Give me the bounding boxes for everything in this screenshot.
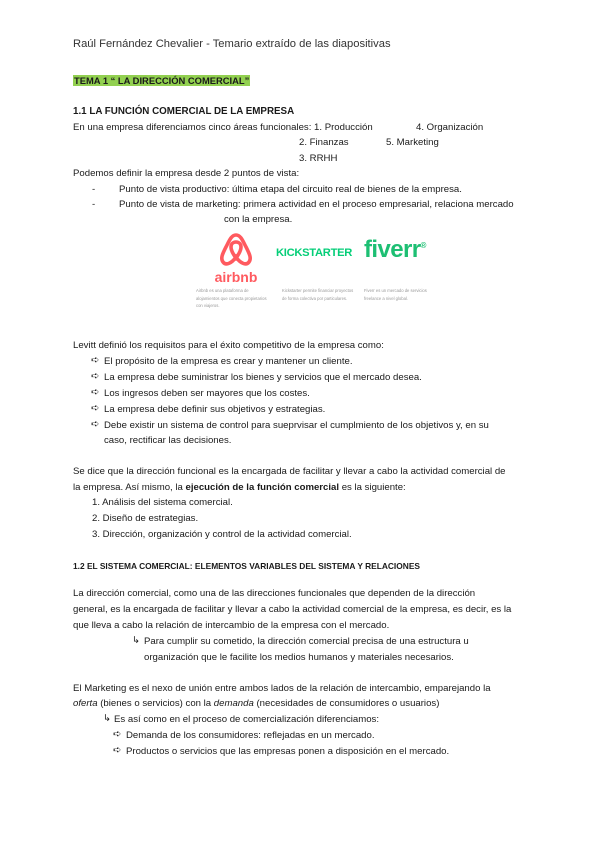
levitt-intro: Levitt definió los requisitos para el éxito competitivo de la empresa como: bbox=[73, 340, 384, 351]
arrow-icon: ➪ bbox=[113, 745, 122, 756]
arrow-icon: ➪ bbox=[91, 419, 100, 430]
kickstarter-logo: KICKSTARTER bbox=[276, 247, 353, 259]
arrow-icon: ➪ bbox=[91, 355, 100, 366]
airbnb-icon bbox=[214, 230, 258, 268]
marketing-subline: Es así como en el proceso de comercialización diferenciamos: bbox=[114, 714, 380, 725]
marketing-paragraph: El Marketing es el nexo de unión entre ambos lados de la relación de intercambio, emparejando la bbox=[73, 683, 491, 694]
dash-icon: - bbox=[92, 184, 96, 195]
arrow-icon: ➪ bbox=[91, 387, 100, 398]
area-item: 4. Organización bbox=[416, 122, 484, 133]
document-header: Raúl Fernández Chevalier - Temario extraído de las diapositivas bbox=[73, 38, 391, 50]
levitt-item: Debe existir un sistema de control para sueprvisar el cumplmiento de los objetivos y, en su bbox=[104, 420, 489, 431]
arrow-icon: ➪ bbox=[113, 729, 122, 740]
bullet-item: Punto de vista productivo: última etapa del circuito real de bienes de la empresa. bbox=[119, 184, 462, 195]
marketing-item: Demanda de los consumidores: reflejadas en un mercado. bbox=[126, 730, 375, 741]
corner-arrow-icon: ↳ bbox=[103, 713, 112, 724]
dash-icon: - bbox=[92, 199, 96, 210]
area-item: 3. RRHH bbox=[299, 153, 338, 164]
direccion-paragraph-line2: la empresa. Así mismo, la ejecución de la función comercial es la siguiente: bbox=[73, 482, 406, 493]
section-heading-1-1: 1.1 LA FUNCIÓN COMERCIAL DE LA EMPRESA bbox=[73, 106, 295, 117]
airbnb-caption: Airbnb es una plataforma de alojamientos que conecta propietarios con viajeros. bbox=[196, 288, 267, 309]
registered-mark: ® bbox=[420, 241, 426, 250]
direccion-paragraph: Se dice que la dirección funcional es la encargada de facilitar y llevar a cabo la actividad comercial de bbox=[73, 466, 506, 477]
levitt-item: La empresa debe definir sus objetivos y estrategias. bbox=[104, 404, 326, 415]
step-item: 3. Dirección, organización y control de la actividad comercial. bbox=[92, 529, 352, 540]
step-item: 1. Análisis del sistema comercial. bbox=[92, 497, 233, 508]
levitt-item: Los ingresos deben ser mayores que los costes. bbox=[104, 388, 310, 399]
paragraph-line: general, es la encargada de facilitar y llevar a cabo la actividad comercial de la empresa, es decir, es la bbox=[73, 604, 512, 615]
paragraph-line: que lleva a cabo la relación de intercambio de la empresa con el mercado. bbox=[73, 620, 390, 631]
sub-paragraph-continued: organización que le facilite los medios humanos y materiales necesarios. bbox=[144, 652, 454, 663]
levitt-item: La empresa debe suministrar los bienes y servicios que el mercado desea. bbox=[104, 372, 422, 383]
tema-title: TEMA 1 “ LA DIRECCIÓN COMERCIAL” bbox=[74, 75, 250, 86]
bullet-item: Punto de vista de marketing: primera actividad en el proceso empresarial, relaciona mercado bbox=[119, 199, 514, 210]
arrow-icon: ➪ bbox=[91, 403, 100, 414]
areas-intro: En una empresa diferenciamos cinco áreas funcionales: 1. Producción bbox=[73, 122, 373, 133]
fiverr-wordmark: fiverr bbox=[364, 236, 421, 263]
area-item: 2. Finanzas bbox=[299, 137, 349, 148]
sub-paragraph: Para cumplir su cometido, la dirección comercial precisa de una estructura u bbox=[144, 636, 469, 647]
corner-arrow-icon: ↳ bbox=[132, 635, 141, 646]
definition-intro: Podemos definir la empresa desde 2 puntos de vista: bbox=[73, 168, 300, 179]
bullet-item-continued: con la empresa. bbox=[224, 214, 293, 225]
airbnb-wordmark: airbnb bbox=[214, 269, 258, 285]
fiverr-logo bbox=[364, 236, 426, 264]
marketing-item: Productos o servicios que las empresas ponen a disposición en el mercado. bbox=[126, 746, 450, 757]
section-heading-1-2: 1.2 EL SISTEMA COMERCIAL: ELEMENTOS VARIABLES DEL SISTEMA Y RELACIONES bbox=[73, 561, 420, 571]
marketing-paragraph-line2: oferta (bienes o servicios) con la demanda (necesidades de consumidores o usuarios) bbox=[73, 698, 440, 709]
ejecucion-emphasis: ejecución de la función comercial bbox=[185, 482, 340, 493]
arrow-icon: ➪ bbox=[91, 371, 100, 382]
levitt-item-continued: caso, rectificar las decisiones. bbox=[104, 435, 232, 446]
step-item: 2. Diseño de estrategias. bbox=[92, 513, 199, 524]
fiverr-caption: Fiverr es un mercado de servicios freelance a nivel global. bbox=[364, 288, 427, 301]
paragraph-line: La dirección comercial, como una de las direcciones funcionales que dependen de la dirección bbox=[73, 588, 476, 599]
kickstarter-caption: Kickstarter permite financiar proyectos de forma colectiva por particulares. bbox=[282, 288, 354, 301]
area-item: 5. Marketing bbox=[386, 137, 439, 148]
airbnb-logo bbox=[210, 230, 262, 285]
levitt-item: El propósito de la empresa es crear y mantener un cliente. bbox=[104, 356, 353, 367]
